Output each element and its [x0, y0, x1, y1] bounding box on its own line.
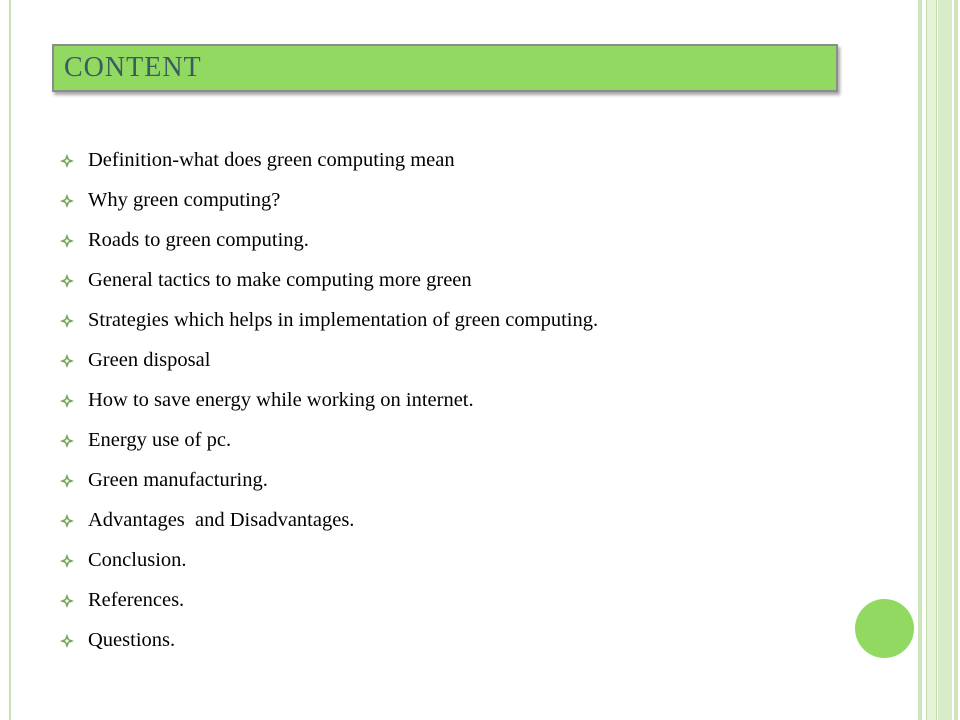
list-item — [60, 380, 598, 420]
bullet-text: Strategies which helps in implementation of green computing. — [88, 308, 599, 331]
bullet-text: Definition-what does green computing mean — [88, 148, 455, 171]
bullet-list — [60, 140, 598, 660]
bullet-text: Green disposal — [88, 348, 211, 371]
list-item — [60, 540, 598, 580]
right-decorative-stripe — [954, 0, 958, 720]
list-item — [60, 220, 598, 260]
bullet-text: References. — [88, 588, 185, 611]
list-item — [60, 580, 598, 620]
diamond-flower-icon — [60, 314, 74, 328]
diamond-flower-icon — [60, 354, 74, 368]
right-decorative-stripe — [926, 0, 937, 720]
bullet-text: Green manufacturing. — [88, 468, 268, 491]
list-item — [60, 180, 598, 220]
diamond-flower-icon — [60, 474, 74, 488]
bullet-text: General tactics to make computing more green — [88, 268, 472, 291]
diamond-flower-icon — [60, 194, 74, 208]
title-bar — [52, 44, 838, 92]
diamond-flower-icon — [60, 234, 74, 248]
decorative-green-circle — [855, 599, 914, 658]
diamond-flower-icon — [60, 154, 74, 168]
list-item — [60, 420, 598, 460]
list-item — [60, 300, 598, 340]
right-decorative-stripe — [918, 0, 922, 720]
bullet-text: Roads to green computing. — [88, 228, 309, 251]
bullet-text: Questions. — [88, 628, 176, 651]
diamond-flower-icon — [60, 434, 74, 448]
right-decorative-stripe — [938, 0, 952, 720]
diamond-flower-icon — [60, 514, 74, 528]
diamond-flower-icon — [60, 274, 74, 288]
list-item — [60, 340, 598, 380]
list-item — [60, 500, 598, 540]
slide-title: CONTENT — [64, 52, 202, 83]
bullet-text: Why green computing? — [88, 188, 281, 211]
diamond-flower-icon — [60, 634, 74, 648]
list-item — [60, 260, 598, 300]
diamond-flower-icon — [60, 554, 74, 568]
list-item — [60, 140, 598, 180]
left-border — [0, 0, 11, 720]
bullet-text: Energy use of pc. — [88, 428, 232, 451]
diamond-flower-icon — [60, 594, 74, 608]
bullet-text: How to save energy while working on internet. — [88, 388, 474, 411]
list-item — [60, 460, 598, 500]
diamond-flower-icon — [60, 394, 74, 408]
list-item — [60, 620, 598, 660]
bullet-text: Advantages and Disadvantages. — [88, 508, 355, 531]
bullet-text: Conclusion. — [88, 548, 187, 571]
